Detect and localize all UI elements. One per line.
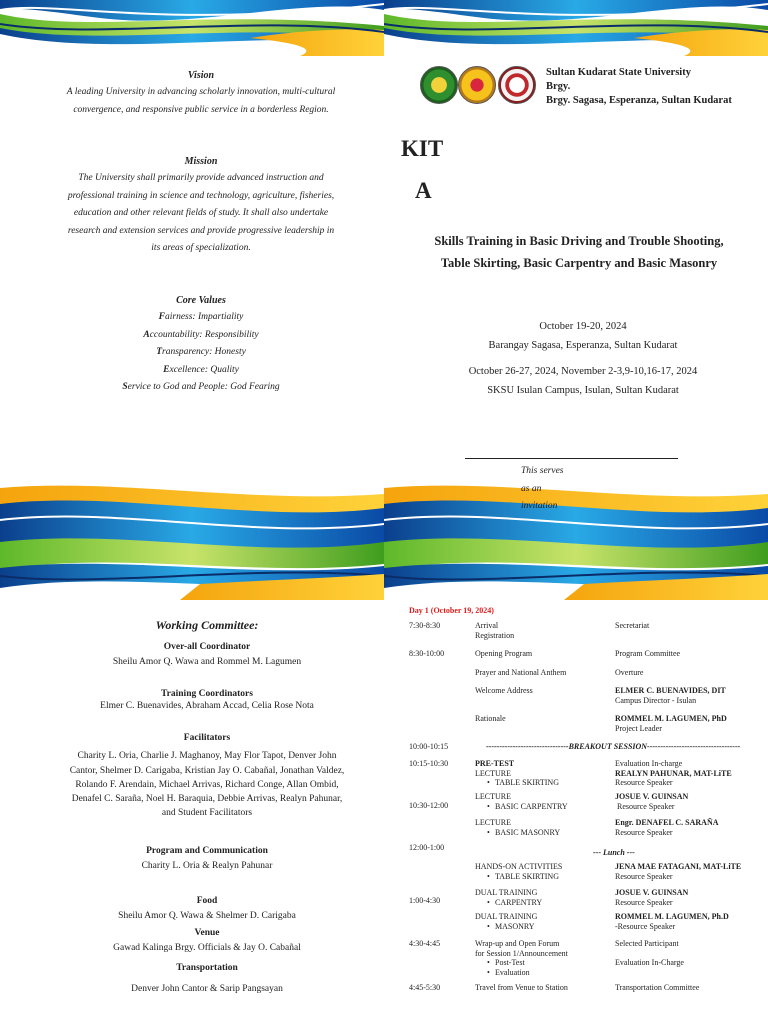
schedule-time: 10:30-12:00 xyxy=(409,801,449,810)
kit-title-line2: A xyxy=(415,178,432,203)
day-1-heading: Day 1 (October 19, 2024) xyxy=(409,606,494,615)
invitation-line: This serves xyxy=(521,466,564,476)
schedule-person: ROMMEL M. LAGUMEN, PhD Project Leader xyxy=(615,714,727,733)
university-name: Sultan Kudarat State University xyxy=(546,67,691,78)
committee-names: Gawad Kalinga Brgy. Officials & Jay O. Cabañal xyxy=(113,942,301,953)
committee-role: Facilitators xyxy=(183,733,231,744)
university-header xyxy=(546,66,766,108)
vision-section xyxy=(20,70,382,119)
schedule-activity: Travel from Venue to Station xyxy=(475,983,568,992)
schedule-person: JOSUE V. GUINSAN Resource Speaker xyxy=(615,792,689,811)
committee-role: Venue xyxy=(194,927,220,938)
core-values-section xyxy=(20,295,382,397)
committee-names: Sheilu Amor Q. Wawa & Shelmer D. Carigaba xyxy=(118,910,296,921)
barangay-seal-logo xyxy=(498,66,536,104)
schedule-time: 8:30-10:00 xyxy=(409,649,445,658)
committee-role: Over-all Coordinator xyxy=(163,642,251,652)
schedule-person: Evaluation In-Charge xyxy=(615,958,684,967)
university-seal-logo xyxy=(420,66,458,104)
schedule-activity: PRE-TEST LECTURE • TABLE SKIRTING xyxy=(475,759,559,788)
schedule-activity: Wrap-up and Open Forum for Session 1/Announcement • Post-Test • Evaluation xyxy=(475,939,568,977)
mission-text-line: its areas of specialization. xyxy=(151,243,251,253)
committee-role: Training Coordinators xyxy=(161,689,253,700)
date-2: October 26-27, 2024, November 2-3,9-10,16-17, 2024 xyxy=(468,366,698,377)
schedule-activity: HANDS-ON ACTIVITIES • TABLE SKIRTING xyxy=(475,862,562,881)
breakout-session-divider: -------------------------------BREAKOUT SESSION----------------------------------- xyxy=(486,742,741,751)
schedule-time: 10:00-10:15 xyxy=(409,742,449,751)
bottom-left-banner xyxy=(0,484,384,600)
mission-text-line: research and extension services and provide progressive leadership in xyxy=(67,225,335,236)
schedule-person: ROMMEL M. LAGUMEN, Ph.D -Resource Speaker xyxy=(615,912,729,931)
university-address: Brgy. Sagasa, Esperanza, Sultan Kudarat xyxy=(546,95,732,106)
core-value-item: Accountability: Responsibility xyxy=(143,329,259,340)
university-line2: Brgy. xyxy=(546,81,571,92)
schedule-person: ELMER C. BUENAVIDES, DIT Campus Director - Isulan xyxy=(615,686,726,705)
committee-names: Elmer C. Buenavides, Abraham Accad, Celia Rose Nota xyxy=(100,701,314,712)
mission-text-line: professional training in science and technology, agriculture, fisheries, xyxy=(67,190,335,201)
training-title-line: Skills Training in Basic Driving and Trouble Shooting, xyxy=(434,234,724,248)
core-value-item: Transparency: Honesty xyxy=(156,347,246,357)
schedule-person: JOSUE V. GUINSAN Resource Speaker xyxy=(615,888,689,907)
kit-title-line1: KIT xyxy=(401,136,444,161)
schedule-dates xyxy=(394,317,768,400)
committee-role: Transportation xyxy=(176,963,238,974)
committee-names-line: and Student Facilitators xyxy=(161,808,253,819)
committee-role: Program and Communication xyxy=(146,846,268,857)
vision-text-line: A leading University in advancing scholarly innovation, multi-cultural xyxy=(66,87,336,97)
schedule-time: 1:00-4:30 xyxy=(409,896,441,905)
schedule-time: 7:30-8:30 xyxy=(409,621,441,630)
venue-1: Barangay Sagasa, Esperanza, Sultan Kudarat xyxy=(488,340,678,351)
invitation-note xyxy=(521,463,601,516)
committee-names xyxy=(30,749,384,820)
mission-text-line: The University shall primarily provide advanced instruction and xyxy=(78,173,324,183)
date-1: October 19-20, 2024 xyxy=(539,321,627,332)
committee-names: Sheilu Amor Q. Wawa and Rommel M. Lagumen xyxy=(112,657,302,667)
core-value-item: Excellence: Quality xyxy=(163,364,239,375)
venue-2: SKSU Isulan Campus, Isulan, Sultan Kudarat xyxy=(487,385,679,396)
core-values-heading: Core Values xyxy=(176,295,226,306)
schedule-time: 4:45-5:30 xyxy=(409,983,441,992)
schedule-activity: DUAL TRAINING • MASONRY xyxy=(475,912,537,931)
schedule-person: Engr. DENAFEL C. SARAÑA Resource Speaker xyxy=(615,818,719,837)
top-left-banner xyxy=(0,0,384,56)
committee-role: Food xyxy=(196,895,218,906)
committee-names-line: Charity L. Oria, Charlie J. Maghanoy, May Flor Tapot, Denver John xyxy=(77,751,337,762)
invitation-line: invitation xyxy=(521,501,558,511)
vision-text-line: convergence, and responsive public service in a borderless Region. xyxy=(73,104,329,115)
core-value-item: Service to God and People: God Fearing xyxy=(122,382,280,392)
schedule-activity: Opening Program xyxy=(475,649,533,658)
schedule-activity: LECTURE • BASIC MASONRY xyxy=(475,818,560,837)
schedule-time: 4:30-4:45 xyxy=(409,939,441,948)
committee-names-line: Rolando F. Arendain, Michael Arrivas, Richard Conge, Allan Ombid, xyxy=(75,779,339,790)
campus-seal-logo xyxy=(458,66,496,104)
schedule-time: 10:15-10:30 xyxy=(409,759,449,768)
training-title-line: Table Skirting, Basic Carpentry and Basic Masonry xyxy=(440,256,718,270)
schedule-time: 12:00-1:00 xyxy=(409,843,445,852)
schedule-person: JENA MAE FATAGANI, MAT-LiTE Resource Speaker xyxy=(615,862,742,881)
signature-line xyxy=(465,458,678,459)
schedule-activity: LECTURE • BASIC CARPENTRY xyxy=(475,792,568,811)
committee-names-line: Denafel C. Saraña, Noel H. Baraquia, Debbie Arrivas, Realyn Pahunar, xyxy=(71,794,343,805)
mission-section xyxy=(20,156,382,258)
vision-heading: Vision xyxy=(187,70,215,81)
schedule-activity: Arrival Registration xyxy=(475,621,515,640)
working-committee xyxy=(30,618,384,996)
mission-text-line: education and other relevant fields of study. It shall also undertake xyxy=(73,208,329,218)
schedule-person: Secretariat xyxy=(615,621,650,630)
schedule-activity: DUAL TRAINING • CARPENTRY xyxy=(475,888,542,907)
schedule-person: Selected Participant xyxy=(615,939,679,948)
committee-names: Charity L. Oria & Realyn Pahunar xyxy=(141,861,273,872)
mission-heading: Mission xyxy=(184,156,218,167)
schedule-person: Evaluation In-charge REALYN PAHUNAR, MAT-LiTE Resource Speaker xyxy=(615,759,732,788)
committee-names-line: Cantor, Shelmer D. Carigaba, Kristian Jay O. Cabañal, Jonathan Valdez, xyxy=(69,765,345,776)
schedule-person: Overture xyxy=(615,668,644,677)
schedule-activity: Welcome Address xyxy=(475,686,533,695)
committee-names: Denver John Cantor & Sarip Pangsayan xyxy=(131,984,283,995)
schedule-activity: Rationale xyxy=(475,714,506,723)
schedule-person: Program Committee xyxy=(615,649,681,658)
schedule-activity: Prayer and National Anthem xyxy=(475,668,567,677)
lunch-divider: --- Lunch --- xyxy=(593,848,635,857)
top-right-banner xyxy=(384,0,768,56)
invitation-line: as an xyxy=(521,483,542,494)
schedule-person: Transportation Committee xyxy=(615,983,700,992)
training-title xyxy=(390,230,768,274)
working-committee-title: Working Committee: xyxy=(155,618,259,632)
core-value-item: Fairness: Impartiality xyxy=(158,312,244,322)
